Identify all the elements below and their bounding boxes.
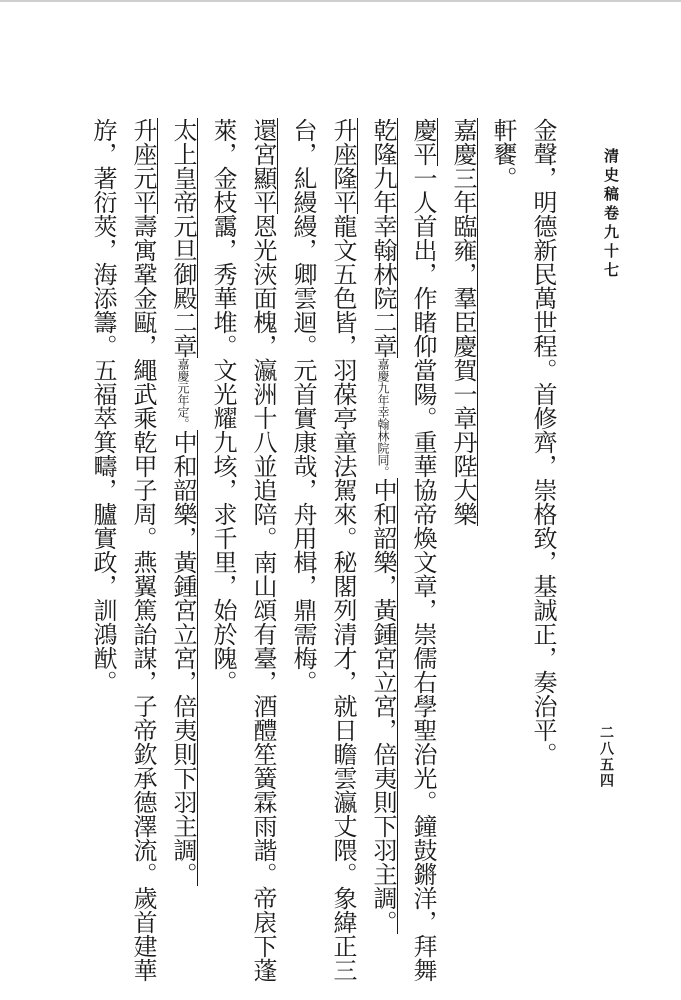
section-title: 嘉慶三年臨雍，羣臣慶賀一章丹陛大樂 xyxy=(449,118,477,526)
text-line: 斿，著衍莢，海添籌。五福萃箕疇，臚實政，訓鴻猷。 xyxy=(89,118,117,694)
section-title: 乾隆九年幸翰林院二章嘉慶九年幸翰林院同。中和韶樂，黃鍾宮立宮，倍夷則下羽主調。 xyxy=(369,118,397,934)
text-line: 升座元平壽寓鞏金甌，繩武乘乾甲子周。燕翼篤詒謀，子帝欽承德澤流。歲首建華 xyxy=(129,118,157,982)
text-line: 軒饔。 xyxy=(489,118,517,190)
text-line: 升座隆平龍文五色皆，羽葆亭童法駕來。秘閣列清才，就日瞻雲瀛丈隈。象緯正三 xyxy=(329,118,357,982)
main-text xyxy=(83,118,563,982)
page-top-edge xyxy=(0,0,681,2)
text-line: 金聲，明德新民萬世程。首修齊，崇格致，基誠正，奏治平。 xyxy=(529,118,557,766)
text-line: 台，糺縵縵，卿雲迴。元首實康哉，舟用楫，鼎需梅。 xyxy=(289,118,317,694)
text-line: 萊，金枝靄，秀華堆。文光耀九垓，求千里，始於隗。 xyxy=(209,118,237,694)
text-line: 還宮顯平恩光浹面槐，瀛洲十八並追陪。南山頌有臺，酒醴笙簧霖雨諧。帝扆下蓬 xyxy=(249,118,277,982)
text-line: 慶平一人首出，作睹仰當陽。重華協帝煥文章，崇儒右學聖治光。鐘鼓鏘洋，拜舞 xyxy=(409,118,437,982)
page-number: 二八五四 xyxy=(598,725,614,789)
section-title: 太上皇帝元旦御殿二章嘉慶元年定。中和韶樂，黃鍾宮立宮，倍夷則下羽主調。 xyxy=(169,118,197,886)
running-header: 清史稿卷九十七 xyxy=(602,148,620,281)
